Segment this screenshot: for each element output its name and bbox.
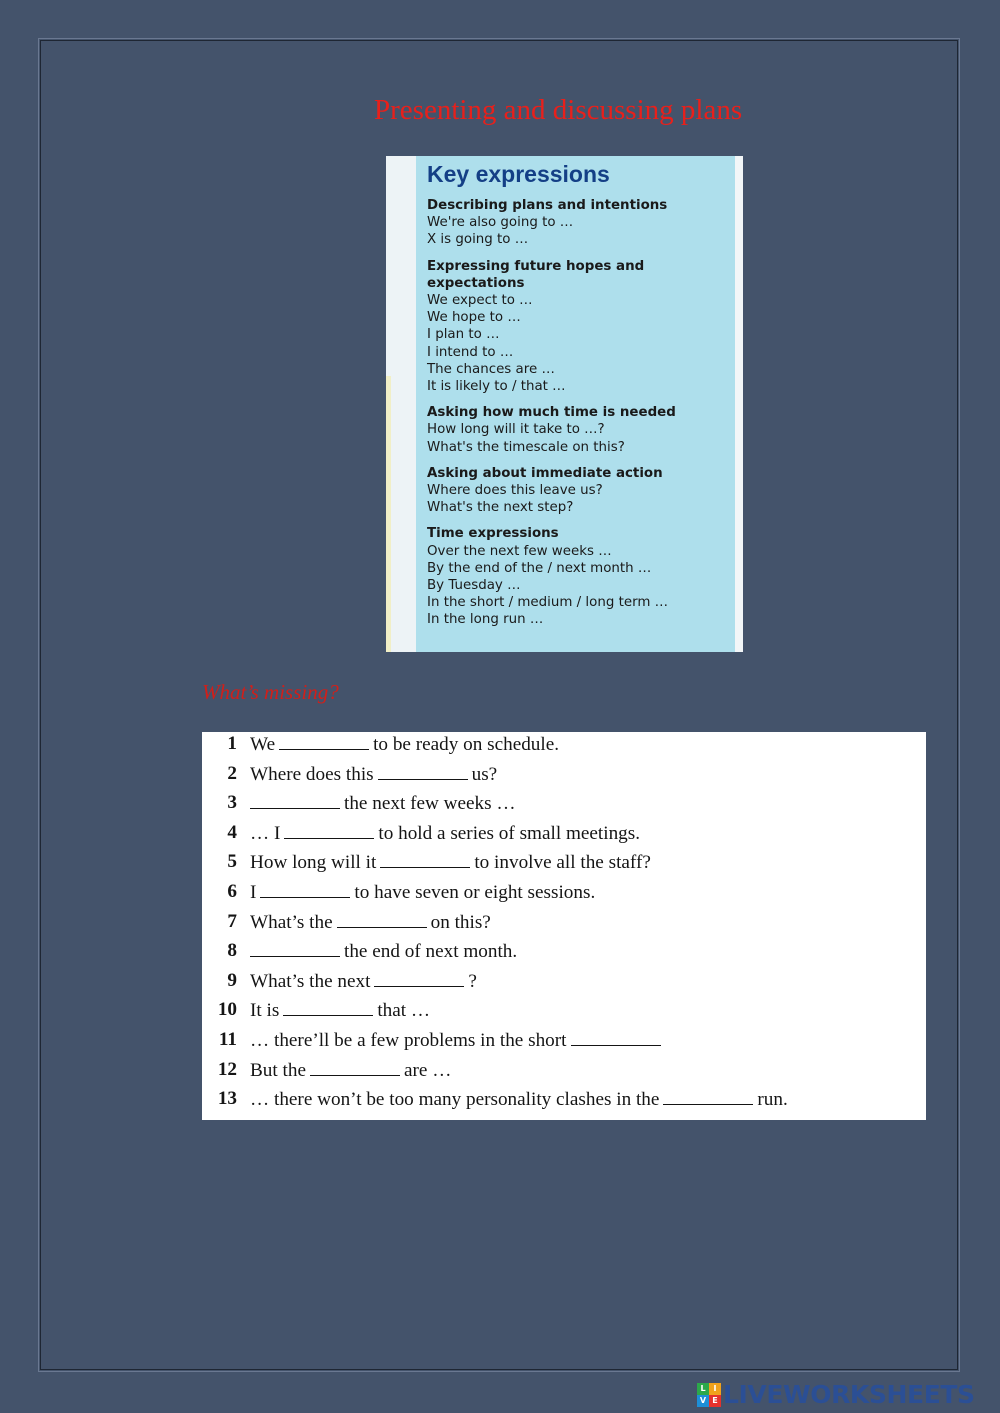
answer-blank[interactable]: [380, 851, 470, 868]
sentence-before-blank: What’s the: [250, 911, 333, 933]
answer-blank[interactable]: [374, 970, 464, 987]
exercise-sentence: [250, 911, 491, 934]
key-expression-line: I plan to …: [427, 327, 500, 343]
key-group-heading: Asking how much time is needed: [427, 405, 676, 421]
answer-blank[interactable]: [250, 940, 340, 957]
key-group: [427, 404, 729, 456]
key-expression-line: We expect to …: [427, 293, 533, 309]
exercise-sentence: [250, 1059, 451, 1082]
exercise-number: 2: [227, 762, 237, 784]
exercise-row: [202, 851, 926, 879]
sentence-after-blank: us?: [471, 763, 498, 785]
key-expression-line: It is likely to / that …: [427, 379, 566, 395]
key-group: [427, 525, 729, 628]
sentence-before-blank: Where does this: [250, 763, 374, 785]
exercise-row: [202, 1029, 926, 1057]
liveworksheets-watermark: [697, 1380, 975, 1409]
key-expression-line: Over the next few weeks …: [427, 543, 612, 559]
answer-blank[interactable]: [250, 792, 340, 809]
key-group: [427, 465, 729, 517]
exercise-number: 5: [227, 851, 237, 873]
key-expression-line: We hope to …: [427, 310, 521, 326]
key-group: [427, 197, 729, 249]
sentence-after-blank: to have seven or eight sessions.: [354, 882, 596, 903]
sentence-before-blank: I: [250, 882, 257, 903]
key-group-heading: Asking about immediate action: [427, 465, 663, 481]
sentence-after-blank: to hold a series of small meetings.: [378, 822, 641, 844]
answer-blank[interactable]: [283, 999, 373, 1016]
sentence-after-blank: ?: [468, 970, 477, 992]
key-expressions-heading: Key expressions: [427, 161, 610, 187]
exercise-row: [202, 1088, 926, 1116]
key-box-accent: [386, 376, 391, 652]
exercise-number: 4: [227, 821, 237, 843]
key-expression-line: How long will it take to …?: [427, 422, 605, 438]
sentence-after-blank: the end of next month.: [344, 941, 518, 963]
exercise-sentence: [250, 1029, 665, 1052]
key-group-heading: Time expressions: [427, 526, 559, 542]
key-expression-line: Where does this leave us?: [427, 483, 603, 499]
exercise-row: [202, 881, 926, 909]
exercise-number: 13: [217, 1088, 237, 1110]
sentence-before-blank: We: [250, 734, 276, 755]
logo-letter: L: [697, 1383, 709, 1395]
key-expressions-box: [386, 156, 743, 652]
answer-blank[interactable]: [663, 1088, 753, 1105]
key-expression-line: What's the next step?: [427, 500, 574, 516]
exercise-row: [202, 792, 926, 820]
exercise-row: [202, 940, 926, 968]
key-group: [427, 258, 729, 396]
exercise-sentence: [250, 733, 559, 756]
key-expression-line: In the short / medium / long term …: [427, 595, 669, 611]
exercise-sentence: [250, 763, 497, 786]
sentence-after-blank: run.: [757, 1089, 788, 1111]
answer-blank[interactable]: [310, 1059, 400, 1076]
key-expression-line: By Tuesday …: [427, 578, 521, 594]
page-title: Presenting and discussing plans: [374, 94, 743, 126]
exercise-sentence: [250, 970, 477, 993]
key-expression-line: X is going to …: [427, 232, 529, 248]
key-expression-line: I intend to …: [427, 344, 514, 360]
answer-blank[interactable]: [378, 763, 468, 780]
key-expression-line: We're also going to …: [427, 215, 574, 231]
exercise-sentence: [250, 851, 651, 874]
sentence-before-blank: … I: [250, 822, 281, 844]
exercise-number: 6: [227, 881, 237, 902]
answer-blank[interactable]: [337, 911, 427, 928]
sentence-before-blank: … there’ll be a few problems in the short: [250, 1030, 567, 1051]
fill-in-exercise: [202, 732, 926, 1120]
answer-blank[interactable]: [284, 822, 374, 839]
key-group-heading: Expressing future hopes and expectations: [427, 258, 645, 291]
key-box-right-edge: [735, 156, 743, 652]
exercise-number: 10: [217, 999, 237, 1021]
sentence-after-blank: the next few weeks …: [344, 793, 516, 815]
logo-letter: E: [709, 1395, 721, 1407]
answer-blank[interactable]: [260, 881, 350, 898]
answer-blank[interactable]: [279, 733, 369, 750]
exercise-sentence: [250, 822, 640, 845]
sentence-after-blank: are …: [403, 1059, 452, 1081]
key-expressions-content: [427, 160, 729, 638]
sentence-before-blank: What’s the next: [250, 970, 371, 992]
exercise-row: [202, 911, 926, 939]
exercise-number: 11: [218, 1029, 237, 1050]
liveworksheets-logo-icon: [697, 1383, 721, 1407]
exercise-sentence: [250, 1088, 788, 1111]
key-expression-line: What's the timescale on this?: [427, 439, 625, 455]
exercise-sentence: [250, 881, 595, 904]
sentence-before-blank: But the: [250, 1059, 306, 1081]
exercise-row: [202, 970, 926, 998]
exercise-number: 7: [227, 910, 237, 932]
exercise-row: [202, 999, 926, 1027]
whats-missing-heading: What’s missing?: [202, 680, 339, 704]
key-expression-line: The chances are …: [427, 361, 555, 377]
exercise-sentence: [250, 999, 430, 1022]
exercise-number: 12: [217, 1058, 237, 1080]
logo-letter: I: [709, 1383, 721, 1395]
sentence-after-blank: to be ready on schedule.: [373, 734, 560, 755]
sentence-before-blank: … there won’t be too many personality clashes in the: [250, 1089, 660, 1111]
sentence-after-blank: on this?: [430, 911, 491, 933]
key-group-heading: Describing plans and intentions: [427, 198, 668, 213]
key-expression-line: By the end of the / next month …: [427, 560, 652, 576]
sentence-after-blank: that …: [377, 1000, 431, 1022]
exercise-sentence: [250, 940, 517, 963]
sentence-after-blank: to involve all the staff?: [474, 852, 651, 874]
exercise-sentence: [250, 792, 516, 815]
exercise-number: 1: [227, 733, 237, 754]
sentence-before-blank: It is: [250, 1000, 280, 1022]
watermark-text: LIVEWORKSHEETS: [723, 1380, 975, 1409]
exercise-row: [202, 763, 926, 791]
logo-letter: V: [697, 1395, 709, 1407]
exercise-row: [202, 1059, 926, 1087]
sentence-before-blank: How long will it: [250, 852, 377, 874]
exercise-number: 3: [227, 792, 237, 814]
answer-blank[interactable]: [571, 1029, 661, 1046]
exercise-number: 8: [227, 940, 237, 962]
key-expression-line: In the long run …: [427, 612, 544, 628]
exercise-row: [202, 733, 926, 761]
exercise-number: 9: [227, 969, 237, 991]
exercise-row: [202, 822, 926, 850]
